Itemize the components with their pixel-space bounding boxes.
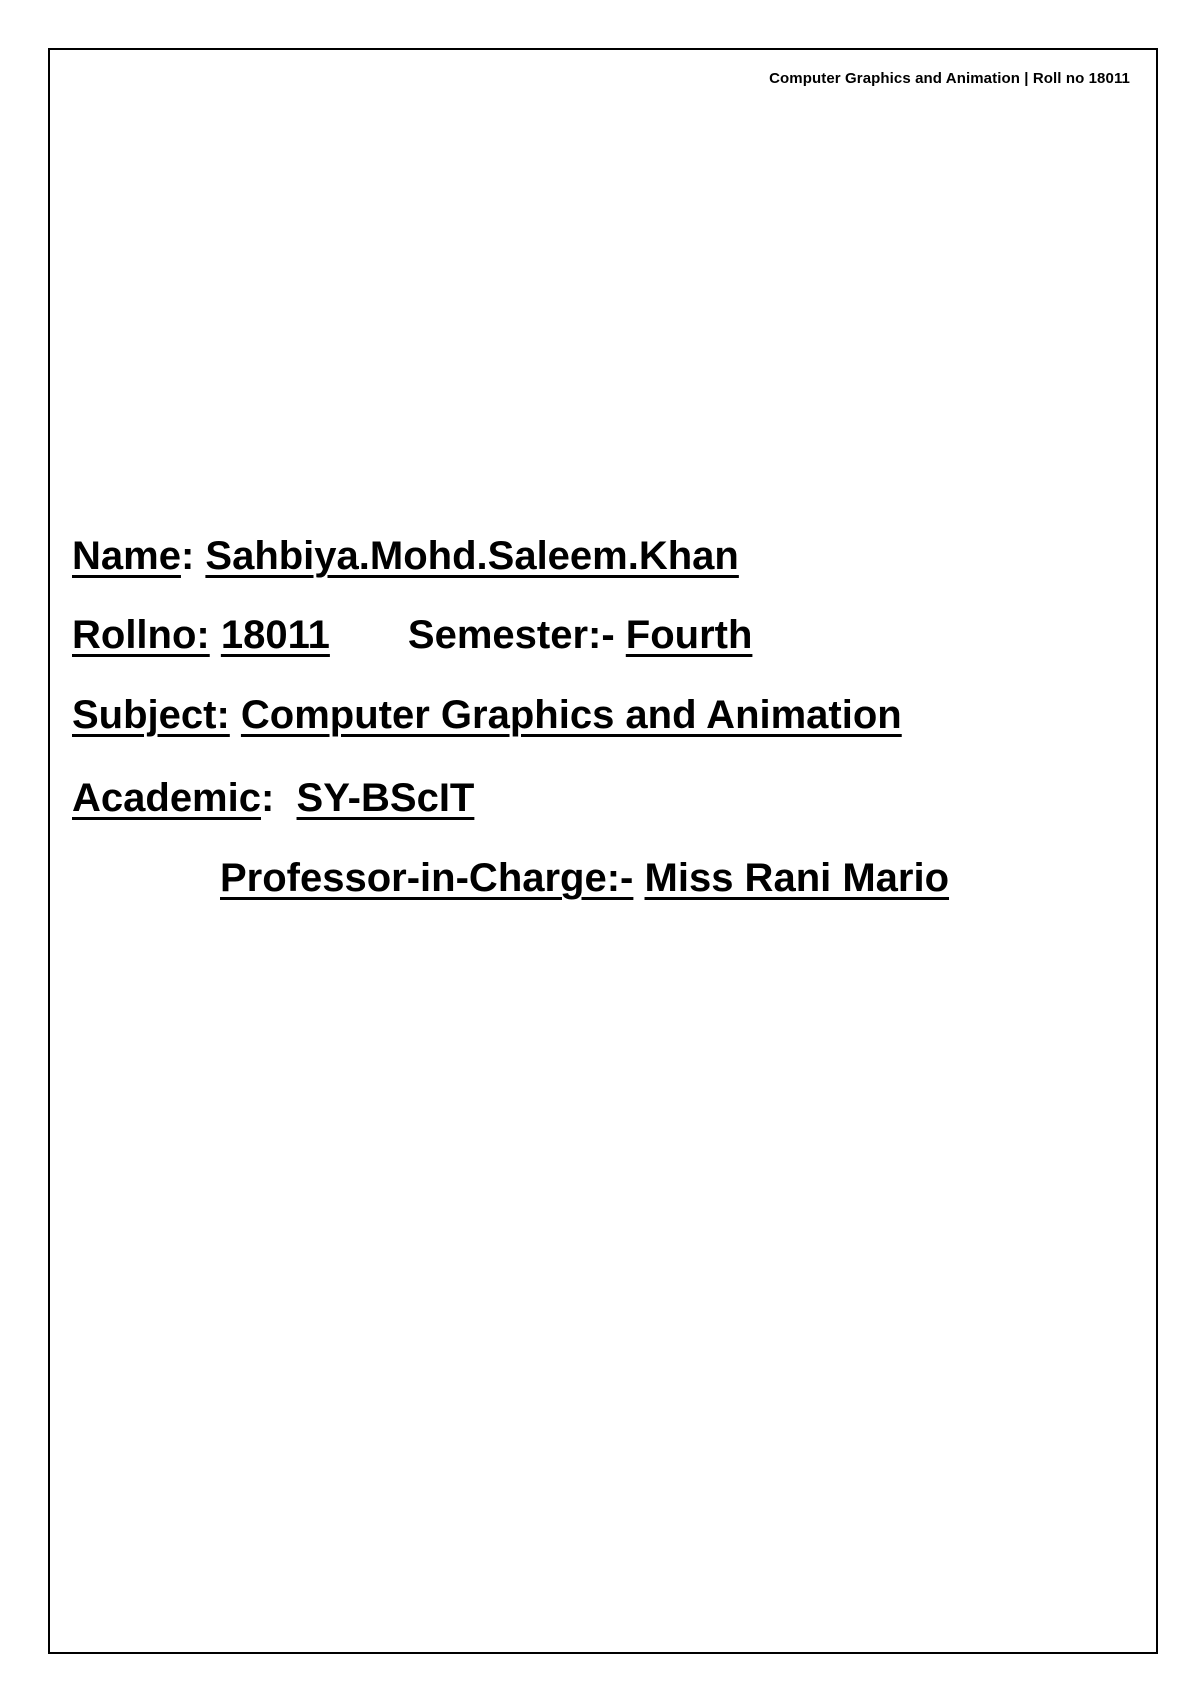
professor-label: Professor-in-Charge:- <box>220 856 634 900</box>
name-value: Sahbiya.Mohd.Saleem.Khan <box>205 534 739 578</box>
name-label: Name <box>72 534 181 578</box>
running-header: Computer Graphics and Animation | Roll no 18011 <box>769 70 1130 87</box>
subject-row <box>72 695 902 735</box>
academic-value: SY-BScIT <box>296 776 475 820</box>
page-border <box>48 48 1158 1654</box>
name-separator: : <box>180 534 206 578</box>
academic-separator: : <box>260 776 297 820</box>
semester-value: Fourth <box>625 613 753 657</box>
academic-label: Academic <box>72 776 261 820</box>
rollno-label: Rollno: <box>72 613 210 657</box>
semester-label: Semester:- <box>407 613 615 657</box>
rollno-value: 18011 <box>220 613 330 657</box>
subject-value: Computer Graphics and Animation <box>240 693 902 737</box>
rollno-row <box>72 615 752 655</box>
academic-row <box>72 778 474 818</box>
professor-row <box>220 858 949 898</box>
name-row <box>72 536 739 576</box>
professor-value: Miss Rani Mario <box>644 856 950 900</box>
subject-label: Subject: <box>72 693 230 737</box>
